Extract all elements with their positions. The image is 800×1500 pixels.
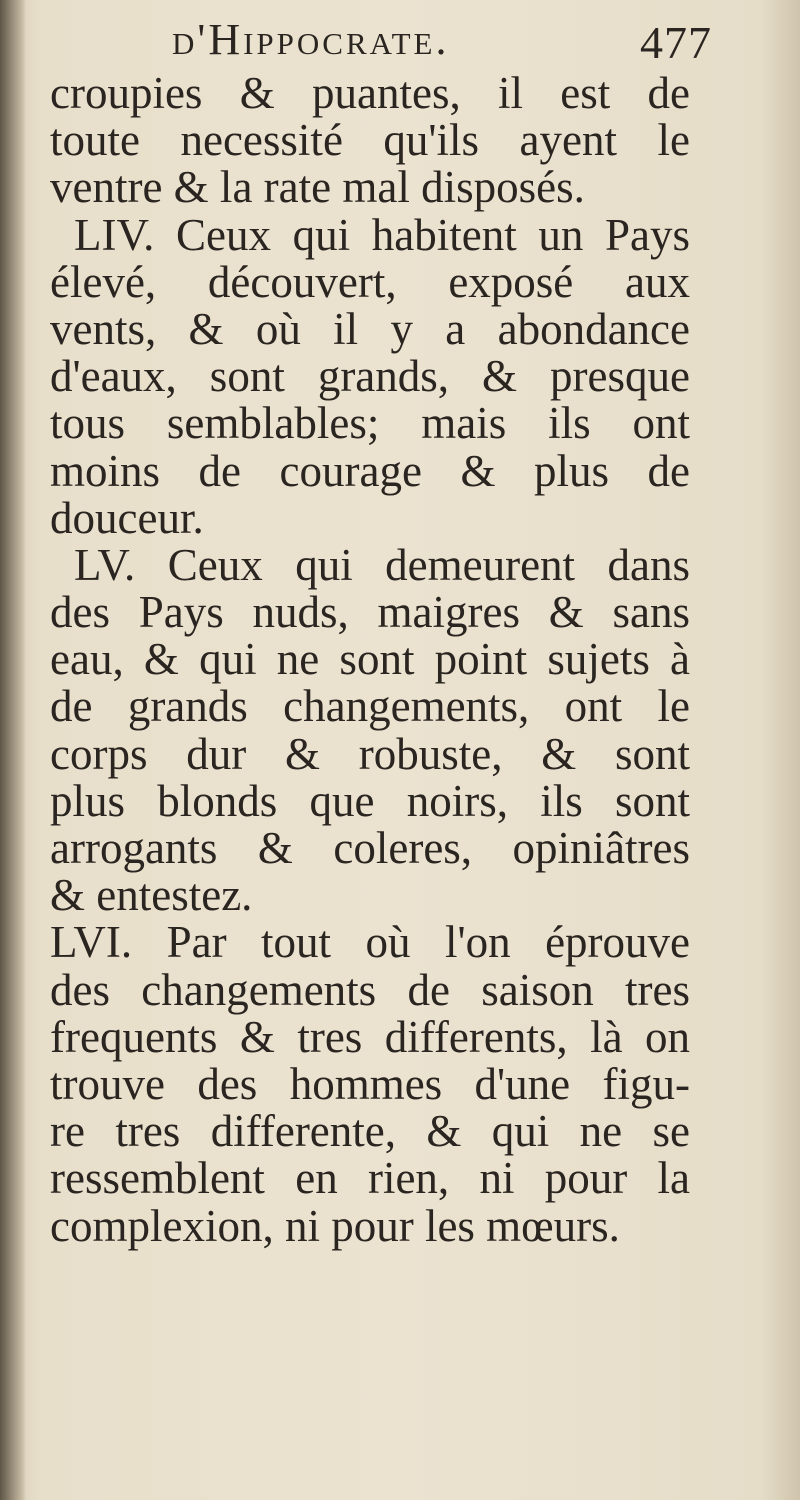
text-line: élevé, découvert, exposé aux xyxy=(50,256,690,307)
running-title: d'Hippocrate. xyxy=(172,15,450,64)
text-line: ventre & la rate mal disposés. xyxy=(50,162,585,213)
running-header xyxy=(172,14,712,74)
text-line: ressemblent en rien, ni pour la xyxy=(50,1153,690,1204)
text-line: de grands changements, ont le xyxy=(50,681,690,732)
body-text xyxy=(50,70,690,1250)
text-line: plus blonds que noirs, ils sont xyxy=(50,775,690,826)
text-line: des changements de saison tres xyxy=(50,964,690,1015)
text-line: croupies & puantes, il est de xyxy=(50,68,690,118)
text-line: toute necessité qu'ils ayent le xyxy=(50,115,690,166)
text-line: corps dur & robuste, & sont xyxy=(50,728,690,779)
text-line: & entestez. xyxy=(50,870,253,921)
text-line: d'eaux, sont grands, & presque xyxy=(50,351,690,402)
aphorism-lv-start: LV. Ceux qui demeurent dans xyxy=(74,539,690,590)
text-line: eau, & qui ne sont point sujets à xyxy=(50,634,690,685)
aphorism-liv-start: LIV. Ceux qui habitent un Pays xyxy=(74,209,690,260)
aphorism-lvi-start: LVI. Par tout où l'on éprouve xyxy=(50,917,690,968)
book-page xyxy=(22,0,800,1500)
text-line: arrogants & coleres, opiniâtres xyxy=(50,823,690,873)
text-line: douceur. xyxy=(50,492,204,543)
text-line: tous semblables; mais ils ont xyxy=(50,398,690,449)
text-line: moins de courage & plus de xyxy=(50,445,690,496)
text-line: re tres differente, & qui ne se xyxy=(50,1106,690,1157)
text-line: complexion, ni pour les mœurs. xyxy=(50,1200,620,1251)
text-line: frequents & tres differents, là on xyxy=(50,1011,690,1062)
page-number: 477 xyxy=(640,17,712,68)
text-line: vents, & où il y a abondance xyxy=(50,303,690,354)
text-line: des Pays nuds, maigres & sans xyxy=(50,587,690,638)
text-line: trouve des hommes d'une figu- xyxy=(50,1058,690,1109)
